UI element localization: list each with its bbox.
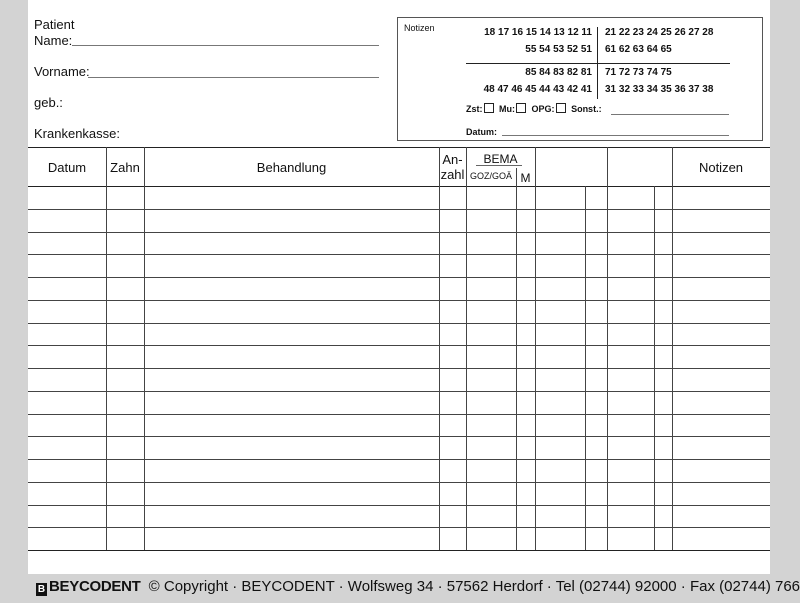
vorname-field[interactable] [88,77,379,78]
col-divider-extra1-extra2 [607,147,608,550]
table-row-line [28,368,770,369]
header-anzahl-line1: An- [442,152,463,167]
footer-copyright: © Copyright · BEYCODENT · Wolfsweg 34 · 57562 Herdorf · Tel (02744) 92000 · Fax (02744) 766 [148,578,800,595]
tooth-chart-horizontal-axis [466,63,730,64]
xray-checkbox-row [466,103,602,114]
table-header-bottom-border [28,186,770,187]
table-row-line [28,482,770,483]
upper-left-deciduous-teeth: 61 62 63 64 65 [605,44,672,55]
table-row-line [28,527,770,528]
upper-right-deciduous-teeth: 55 54 53 52 51 [525,44,592,55]
table-top-border [28,147,770,148]
opg-label: OPG: [531,104,555,114]
footer-brand: BEYCODENT [49,578,141,595]
tooth-chart-vertical-axis [597,27,598,99]
col-divider-goz-m [516,168,517,550]
lower-left-deciduous-teeth: 71 72 73 74 75 [605,67,672,78]
upper-right-permanent-teeth: 18 17 16 15 14 13 12 11 [484,27,592,38]
lower-right-deciduous-teeth: 85 84 83 82 81 [525,67,592,78]
name-label: Name: [34,33,73,48]
table-row-line [28,277,770,278]
datum-label: Datum: [466,127,497,137]
col-divider-datum-zahn [106,147,107,550]
table-row-line [28,345,770,346]
table-row-line [28,300,770,301]
table-row-line [28,254,770,255]
table-row-line [28,459,770,460]
zst-checkbox[interactable] [484,103,494,113]
table-row-line [28,391,770,392]
header-m: M [520,171,531,185]
col-divider-zahn-behandlung [144,147,145,550]
sonst-label: Sonst.: [571,104,602,114]
table-row-line [28,550,770,551]
vorname-label: Vorname: [34,64,90,79]
col-divider-bema-extra1 [535,147,536,550]
header-bema: BEMA [483,152,518,166]
name-field[interactable] [72,45,379,46]
beycodent-logo-icon: B [37,584,46,595]
zst-label: Zst: [466,104,483,114]
mu-checkbox[interactable] [516,103,526,113]
header-notizen: Notizen [698,160,744,175]
header-goz-goa: GOZ/GOÄ [469,171,512,181]
lower-right-permanent-teeth: 48 47 46 45 44 43 42 41 [483,84,592,95]
notizen-datum-field[interactable] [502,135,729,136]
notizen-box [397,17,763,141]
geb-label: geb.: [34,95,63,110]
header-datum: Datum [47,160,87,175]
table-row-line [28,232,770,233]
lower-left-permanent-teeth: 31 32 33 34 35 36 37 38 [605,84,714,95]
table-row-line [28,505,770,506]
notizen-box-title: Notizen [404,23,435,33]
header-behandlung: Behandlung [256,160,327,175]
col-divider-anzahl-bema [466,147,467,550]
col-divider-extra2-notizen [672,147,673,550]
table-row-line [28,323,770,324]
patient-label: Patient [34,17,75,32]
header-zahn: Zahn [110,160,140,175]
footer [36,578,800,596]
mu-label: Mu: [499,104,516,114]
header-anzahl-line2: zahl [440,167,465,182]
table-row-line [28,414,770,415]
upper-left-permanent-teeth: 21 22 23 24 25 26 27 28 [605,27,714,38]
opg-checkbox[interactable] [556,103,566,113]
col-divider-behandlung-anzahl [439,147,440,550]
krankenkasse-label: Krankenkasse: [34,126,120,141]
table-row-line [28,436,770,437]
table-row-line [28,209,770,210]
sonst-field[interactable] [611,114,729,115]
